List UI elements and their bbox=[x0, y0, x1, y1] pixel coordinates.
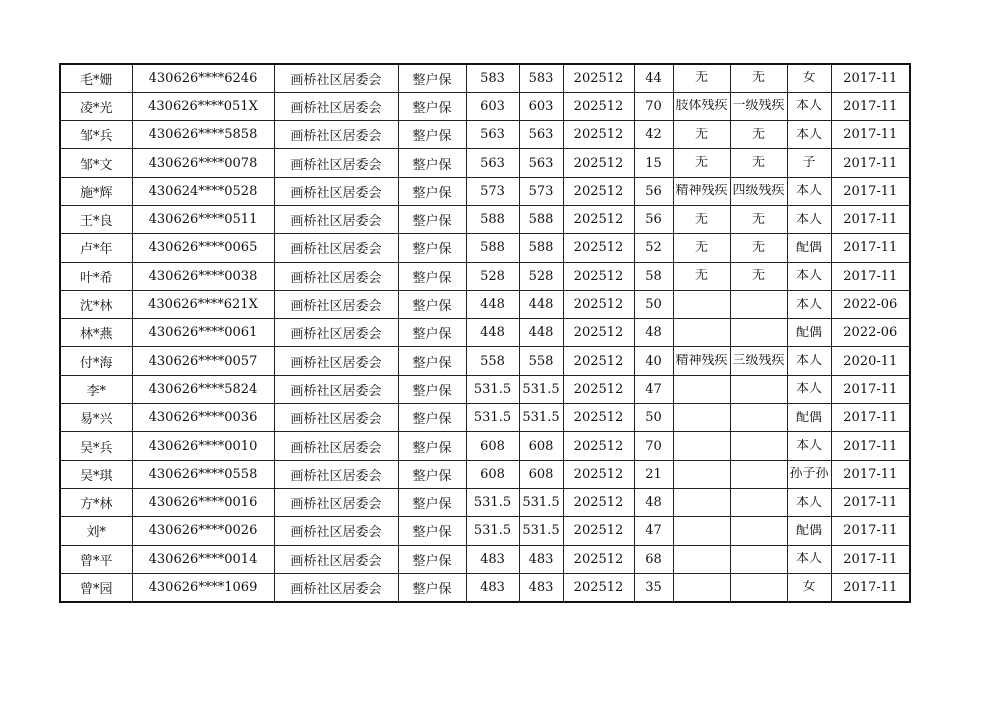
amount-total-cell: 558 bbox=[519, 347, 563, 375]
period-cell: 202512 bbox=[563, 488, 634, 516]
age-cell: 58 bbox=[634, 262, 673, 290]
table-row bbox=[60, 488, 910, 516]
amount-total-cell: 531.5 bbox=[519, 404, 563, 432]
name-cell: 吴*兵 bbox=[60, 432, 132, 460]
disability-level-text: 无 bbox=[752, 212, 766, 227]
table-row bbox=[60, 573, 910, 601]
id-number-cell: 430626****5858 bbox=[132, 121, 274, 149]
table-row bbox=[60, 432, 910, 460]
table-row bbox=[60, 205, 910, 233]
table-row bbox=[60, 64, 910, 92]
guarantee-type-cell: 整户保 bbox=[398, 432, 466, 460]
amount-cell: 531.5 bbox=[466, 404, 519, 432]
id-number-cell: 430626****1069 bbox=[132, 573, 274, 601]
table-row bbox=[60, 347, 910, 375]
amount-cell: 563 bbox=[466, 149, 519, 177]
guarantee-type-cell: 整户保 bbox=[398, 545, 466, 573]
start-date-cell: 2017-11 bbox=[831, 404, 910, 432]
id-number-cell: 430626****0036 bbox=[132, 404, 274, 432]
disability-level-cell bbox=[730, 319, 787, 347]
disability-type-cell bbox=[673, 205, 730, 233]
id-number-cell: 430626****0078 bbox=[132, 149, 274, 177]
name-cell: 李* bbox=[60, 375, 132, 403]
age-cell: 47 bbox=[634, 517, 673, 545]
relation-cell bbox=[787, 319, 831, 347]
id-number-cell: 430626****6246 bbox=[132, 64, 274, 92]
disability-level-text: 一级残疾 bbox=[732, 99, 785, 114]
disability-type-cell bbox=[673, 488, 730, 516]
period-cell: 202512 bbox=[563, 432, 634, 460]
name-cell: 毛*姗 bbox=[60, 64, 132, 92]
guarantee-type-cell: 整户保 bbox=[398, 149, 466, 177]
relation-cell bbox=[787, 517, 831, 545]
disability-type-text: 无 bbox=[695, 127, 709, 142]
age-cell: 21 bbox=[634, 460, 673, 488]
amount-total-cell: 608 bbox=[519, 432, 563, 460]
age-cell: 47 bbox=[634, 375, 673, 403]
disability-level-cell bbox=[730, 234, 787, 262]
community-cell: 画桥社区居委会 bbox=[274, 262, 398, 290]
disability-type-text: 无 bbox=[695, 212, 709, 227]
table-row bbox=[60, 319, 910, 347]
name-cell: 刘* bbox=[60, 517, 132, 545]
name-cell: 曾*园 bbox=[60, 573, 132, 601]
name-cell: 卢*年 bbox=[60, 234, 132, 262]
relation-cell bbox=[787, 347, 831, 375]
table-row bbox=[60, 517, 910, 545]
table-row bbox=[60, 149, 910, 177]
community-cell: 画桥社区居委会 bbox=[274, 460, 398, 488]
amount-total-cell: 448 bbox=[519, 290, 563, 318]
disability-type-cell bbox=[673, 121, 730, 149]
period-cell: 202512 bbox=[563, 121, 634, 149]
relation-cell bbox=[787, 262, 831, 290]
table-row bbox=[60, 262, 910, 290]
amount-total-cell: 483 bbox=[519, 573, 563, 601]
disability-level-cell bbox=[730, 347, 787, 375]
relation-cell bbox=[787, 290, 831, 318]
guarantee-type-cell: 整户保 bbox=[398, 460, 466, 488]
disability-level-cell bbox=[730, 404, 787, 432]
relation-text: 本人 bbox=[796, 495, 823, 510]
relation-text: 子 bbox=[802, 156, 816, 171]
age-cell: 70 bbox=[634, 92, 673, 120]
disability-type-text: 无 bbox=[695, 156, 709, 171]
community-cell: 画桥社区居委会 bbox=[274, 517, 398, 545]
name-cell: 方*林 bbox=[60, 488, 132, 516]
id-number-cell: 430626****0511 bbox=[132, 205, 274, 233]
id-number-cell: 430626****5824 bbox=[132, 375, 274, 403]
start-date-cell: 2017-11 bbox=[831, 92, 910, 120]
id-number-cell: 430626****0038 bbox=[132, 262, 274, 290]
disability-type-cell bbox=[673, 375, 730, 403]
disability-level-cell bbox=[730, 205, 787, 233]
amount-cell: 588 bbox=[466, 205, 519, 233]
period-cell: 202512 bbox=[563, 573, 634, 601]
start-date-cell: 2022-06 bbox=[831, 290, 910, 318]
name-cell: 易*兴 bbox=[60, 404, 132, 432]
amount-cell: 531.5 bbox=[466, 375, 519, 403]
relation-cell bbox=[787, 404, 831, 432]
relation-cell bbox=[787, 149, 831, 177]
guarantee-type-cell: 整户保 bbox=[398, 92, 466, 120]
disability-level-text: 无 bbox=[752, 71, 766, 86]
relation-text: 配偶 bbox=[796, 410, 823, 425]
community-cell: 画桥社区居委会 bbox=[274, 121, 398, 149]
start-date-cell: 2017-11 bbox=[831, 545, 910, 573]
amount-total-cell: 603 bbox=[519, 92, 563, 120]
period-cell: 202512 bbox=[563, 545, 634, 573]
relation-text: 本人 bbox=[796, 552, 823, 567]
relation-text: 本人 bbox=[796, 297, 823, 312]
disability-type-cell bbox=[673, 432, 730, 460]
disability-type-text: 精神残疾 bbox=[675, 354, 728, 369]
table-row bbox=[60, 121, 910, 149]
relation-text: 本人 bbox=[796, 99, 823, 114]
name-cell: 王*良 bbox=[60, 205, 132, 233]
guarantee-type-cell: 整户保 bbox=[398, 404, 466, 432]
disability-level-cell bbox=[730, 262, 787, 290]
disability-type-cell bbox=[673, 573, 730, 601]
period-cell: 202512 bbox=[563, 92, 634, 120]
disability-level-text: 三级残疾 bbox=[732, 354, 785, 369]
disability-level-cell bbox=[730, 432, 787, 460]
period-cell: 202512 bbox=[563, 375, 634, 403]
amount-cell: 603 bbox=[466, 92, 519, 120]
amount-total-cell: 531.5 bbox=[519, 517, 563, 545]
amount-cell: 448 bbox=[466, 319, 519, 347]
disability-level-cell bbox=[730, 545, 787, 573]
amount-cell: 608 bbox=[466, 460, 519, 488]
start-date-cell: 2020-11 bbox=[831, 347, 910, 375]
community-cell: 画桥社区居委会 bbox=[274, 290, 398, 318]
disability-type-cell bbox=[673, 234, 730, 262]
start-date-cell: 2017-11 bbox=[831, 234, 910, 262]
community-cell: 画桥社区居委会 bbox=[274, 64, 398, 92]
disability-level-cell bbox=[730, 64, 787, 92]
name-cell: 凌*光 bbox=[60, 92, 132, 120]
disability-level-text: 无 bbox=[752, 240, 766, 255]
guarantee-type-cell: 整户保 bbox=[398, 121, 466, 149]
table-row bbox=[60, 290, 910, 318]
age-cell: 35 bbox=[634, 573, 673, 601]
relation-text: 配偶 bbox=[796, 240, 823, 255]
amount-cell: 528 bbox=[466, 262, 519, 290]
disability-level-cell bbox=[730, 121, 787, 149]
amount-cell: 573 bbox=[466, 177, 519, 205]
relation-cell bbox=[787, 205, 831, 233]
period-cell: 202512 bbox=[563, 177, 634, 205]
period-cell: 202512 bbox=[563, 205, 634, 233]
relation-cell bbox=[787, 121, 831, 149]
relation-cell bbox=[787, 432, 831, 460]
community-cell: 画桥社区居委会 bbox=[274, 347, 398, 375]
relation-text: 本人 bbox=[796, 212, 823, 227]
relation-text: 本人 bbox=[796, 127, 823, 142]
relation-text: 女 bbox=[802, 580, 816, 595]
disability-type-text: 无 bbox=[695, 71, 709, 86]
name-cell: 邹*兵 bbox=[60, 121, 132, 149]
amount-total-cell: 573 bbox=[519, 177, 563, 205]
start-date-cell: 2017-11 bbox=[831, 488, 910, 516]
community-cell: 画桥社区居委会 bbox=[274, 177, 398, 205]
period-cell: 202512 bbox=[563, 234, 634, 262]
name-cell: 叶*希 bbox=[60, 262, 132, 290]
id-number-cell: 430626****621X bbox=[132, 290, 274, 318]
amount-cell: 608 bbox=[466, 432, 519, 460]
age-cell: 56 bbox=[634, 205, 673, 233]
start-date-cell: 2017-11 bbox=[831, 177, 910, 205]
amount-total-cell: 531.5 bbox=[519, 375, 563, 403]
disability-level-cell bbox=[730, 573, 787, 601]
start-date-cell: 2022-06 bbox=[831, 319, 910, 347]
period-cell: 202512 bbox=[563, 319, 634, 347]
start-date-cell: 2017-11 bbox=[831, 149, 910, 177]
id-number-cell: 430626****0016 bbox=[132, 488, 274, 516]
disability-type-text: 肢体残疾 bbox=[675, 99, 728, 114]
start-date-cell: 2017-11 bbox=[831, 262, 910, 290]
community-cell: 画桥社区居委会 bbox=[274, 375, 398, 403]
amount-total-cell: 563 bbox=[519, 149, 563, 177]
relation-cell bbox=[787, 92, 831, 120]
community-cell: 画桥社区居委会 bbox=[274, 92, 398, 120]
table-row bbox=[60, 375, 910, 403]
relation-text: 孙子孙 bbox=[789, 467, 829, 482]
start-date-cell: 2017-11 bbox=[831, 517, 910, 545]
relation-text: 配偶 bbox=[796, 523, 823, 538]
age-cell: 68 bbox=[634, 545, 673, 573]
name-cell: 邹*文 bbox=[60, 149, 132, 177]
amount-total-cell: 448 bbox=[519, 319, 563, 347]
amount-cell: 531.5 bbox=[466, 488, 519, 516]
table-row bbox=[60, 234, 910, 262]
period-cell: 202512 bbox=[563, 517, 634, 545]
relation-text: 本人 bbox=[796, 354, 823, 369]
disability-type-cell bbox=[673, 545, 730, 573]
disability-type-text: 无 bbox=[695, 240, 709, 255]
disability-level-cell bbox=[730, 375, 787, 403]
age-cell: 48 bbox=[634, 488, 673, 516]
start-date-cell: 2017-11 bbox=[831, 121, 910, 149]
guarantee-type-cell: 整户保 bbox=[398, 517, 466, 545]
disability-type-cell bbox=[673, 347, 730, 375]
amount-cell: 583 bbox=[466, 64, 519, 92]
disability-type-cell bbox=[673, 290, 730, 318]
id-number-cell: 430626****0057 bbox=[132, 347, 274, 375]
community-cell: 画桥社区居委会 bbox=[274, 432, 398, 460]
community-cell: 画桥社区居委会 bbox=[274, 319, 398, 347]
guarantee-type-cell: 整户保 bbox=[398, 64, 466, 92]
disability-type-cell bbox=[673, 64, 730, 92]
relation-text: 女 bbox=[802, 71, 816, 86]
start-date-cell: 2017-11 bbox=[831, 573, 910, 601]
disability-level-cell bbox=[730, 517, 787, 545]
age-cell: 44 bbox=[634, 64, 673, 92]
id-number-cell: 430626****0010 bbox=[132, 432, 274, 460]
disability-type-cell bbox=[673, 177, 730, 205]
amount-total-cell: 528 bbox=[519, 262, 563, 290]
guarantee-type-cell: 整户保 bbox=[398, 290, 466, 318]
age-cell: 42 bbox=[634, 121, 673, 149]
id-number-cell: 430624****0528 bbox=[132, 177, 274, 205]
disability-type-cell bbox=[673, 517, 730, 545]
amount-cell: 483 bbox=[466, 545, 519, 573]
period-cell: 202512 bbox=[563, 347, 634, 375]
disability-level-cell bbox=[730, 488, 787, 516]
relation-text: 本人 bbox=[796, 269, 823, 284]
amount-cell: 483 bbox=[466, 573, 519, 601]
disability-type-cell bbox=[673, 92, 730, 120]
name-cell: 曾*平 bbox=[60, 545, 132, 573]
amount-cell: 558 bbox=[466, 347, 519, 375]
disability-type-cell bbox=[673, 262, 730, 290]
relation-cell bbox=[787, 545, 831, 573]
amount-total-cell: 588 bbox=[519, 205, 563, 233]
amount-cell: 563 bbox=[466, 121, 519, 149]
id-number-cell: 430626****051X bbox=[132, 92, 274, 120]
age-cell: 56 bbox=[634, 177, 673, 205]
amount-total-cell: 483 bbox=[519, 545, 563, 573]
disability-level-cell bbox=[730, 177, 787, 205]
start-date-cell: 2017-11 bbox=[831, 64, 910, 92]
start-date-cell: 2017-11 bbox=[831, 460, 910, 488]
table-row bbox=[60, 177, 910, 205]
community-cell: 画桥社区居委会 bbox=[274, 545, 398, 573]
id-number-cell: 430626****0558 bbox=[132, 460, 274, 488]
name-cell: 沈*林 bbox=[60, 290, 132, 318]
period-cell: 202512 bbox=[563, 460, 634, 488]
amount-total-cell: 583 bbox=[519, 64, 563, 92]
disability-type-text: 精神残疾 bbox=[675, 184, 728, 199]
guarantee-type-cell: 整户保 bbox=[398, 205, 466, 233]
guarantee-type-cell: 整户保 bbox=[398, 375, 466, 403]
disability-type-cell bbox=[673, 404, 730, 432]
amount-total-cell: 588 bbox=[519, 234, 563, 262]
period-cell: 202512 bbox=[563, 64, 634, 92]
guarantee-type-cell: 整户保 bbox=[398, 262, 466, 290]
start-date-cell: 2017-11 bbox=[831, 432, 910, 460]
age-cell: 48 bbox=[634, 319, 673, 347]
name-cell: 吴*琪 bbox=[60, 460, 132, 488]
relation-cell bbox=[787, 64, 831, 92]
id-number-cell: 430626****0065 bbox=[132, 234, 274, 262]
disability-level-cell bbox=[730, 92, 787, 120]
relation-cell bbox=[787, 460, 831, 488]
guarantee-type-cell: 整户保 bbox=[398, 234, 466, 262]
period-cell: 202512 bbox=[563, 290, 634, 318]
table-row bbox=[60, 92, 910, 120]
relation-text: 本人 bbox=[796, 184, 823, 199]
relation-cell bbox=[787, 177, 831, 205]
id-number-cell: 430626****0026 bbox=[132, 517, 274, 545]
community-cell: 画桥社区居委会 bbox=[274, 234, 398, 262]
guarantee-type-cell: 整户保 bbox=[398, 347, 466, 375]
start-date-cell: 2017-11 bbox=[831, 375, 910, 403]
table-row bbox=[60, 460, 910, 488]
age-cell: 50 bbox=[634, 404, 673, 432]
period-cell: 202512 bbox=[563, 149, 634, 177]
start-date-cell: 2017-11 bbox=[831, 205, 910, 233]
disability-type-cell bbox=[673, 319, 730, 347]
amount-total-cell: 531.5 bbox=[519, 488, 563, 516]
relation-text: 本人 bbox=[796, 382, 823, 397]
community-cell: 画桥社区居委会 bbox=[274, 488, 398, 516]
id-number-cell: 430626****0061 bbox=[132, 319, 274, 347]
disability-level-text: 四级残疾 bbox=[732, 184, 785, 199]
amount-cell: 588 bbox=[466, 234, 519, 262]
period-cell: 202512 bbox=[563, 404, 634, 432]
records-table bbox=[59, 63, 911, 603]
disability-type-text: 无 bbox=[695, 269, 709, 284]
name-cell: 林*燕 bbox=[60, 319, 132, 347]
guarantee-type-cell: 整户保 bbox=[398, 573, 466, 601]
amount-cell: 448 bbox=[466, 290, 519, 318]
period-cell: 202512 bbox=[563, 262, 634, 290]
community-cell: 画桥社区居委会 bbox=[274, 205, 398, 233]
amount-cell: 531.5 bbox=[466, 517, 519, 545]
guarantee-type-cell: 整户保 bbox=[398, 488, 466, 516]
relation-cell bbox=[787, 488, 831, 516]
age-cell: 52 bbox=[634, 234, 673, 262]
disability-type-cell bbox=[673, 149, 730, 177]
table-row bbox=[60, 404, 910, 432]
relation-text: 本人 bbox=[796, 439, 823, 453]
age-cell: 15 bbox=[634, 149, 673, 177]
age-cell: 50 bbox=[634, 290, 673, 318]
community-cell: 画桥社区居委会 bbox=[274, 404, 398, 432]
amount-total-cell: 608 bbox=[519, 460, 563, 488]
relation-cell bbox=[787, 573, 831, 601]
guarantee-type-cell: 整户保 bbox=[398, 319, 466, 347]
disability-level-cell bbox=[730, 149, 787, 177]
name-cell: 施*辉 bbox=[60, 177, 132, 205]
community-cell: 画桥社区居委会 bbox=[274, 573, 398, 601]
table-row bbox=[60, 545, 910, 573]
disability-type-cell bbox=[673, 460, 730, 488]
amount-total-cell: 563 bbox=[519, 121, 563, 149]
relation-text: 配偶 bbox=[796, 325, 823, 340]
disability-level-text: 无 bbox=[752, 127, 766, 142]
age-cell: 70 bbox=[634, 432, 673, 460]
name-cell: 付*海 bbox=[60, 347, 132, 375]
disability-level-text: 无 bbox=[752, 156, 766, 171]
age-cell: 40 bbox=[634, 347, 673, 375]
guarantee-type-cell: 整户保 bbox=[398, 177, 466, 205]
relation-cell bbox=[787, 375, 831, 403]
disability-level-cell bbox=[730, 290, 787, 318]
id-number-cell: 430626****0014 bbox=[132, 545, 274, 573]
disability-level-text: 无 bbox=[752, 269, 766, 284]
community-cell: 画桥社区居委会 bbox=[274, 149, 398, 177]
disability-level-cell bbox=[730, 460, 787, 488]
relation-cell bbox=[787, 234, 831, 262]
